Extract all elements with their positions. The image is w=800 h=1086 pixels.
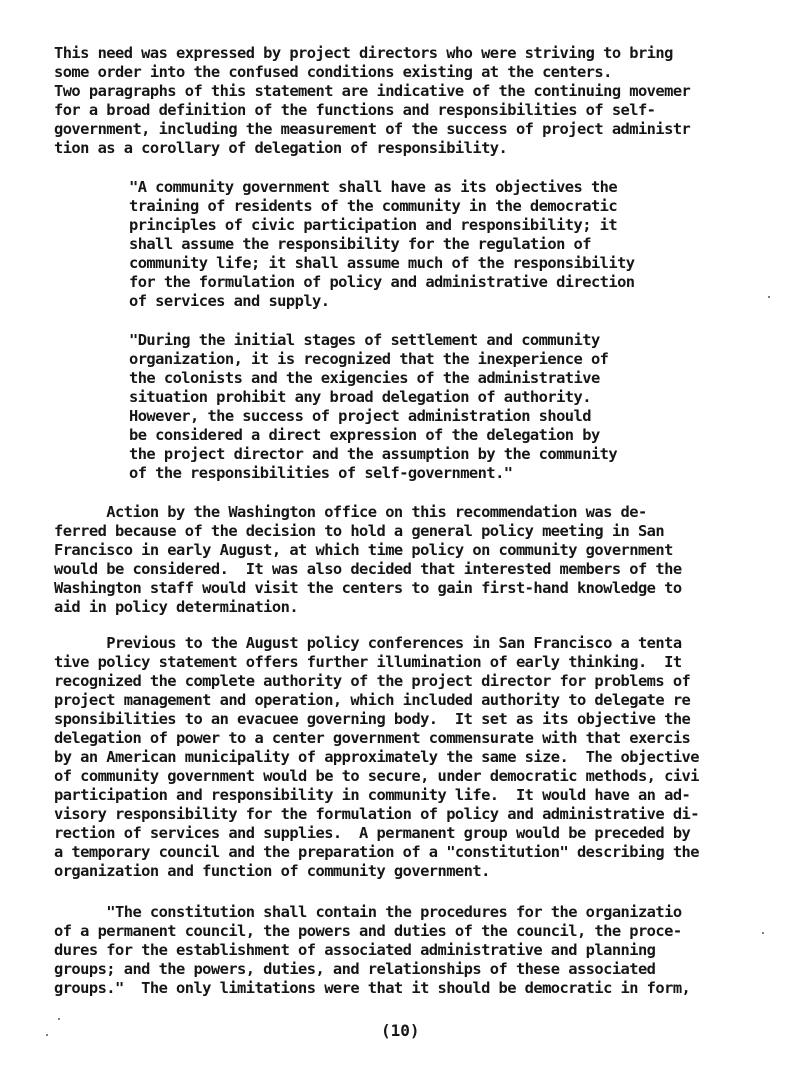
scan-speck (46, 1034, 48, 1036)
text-line: Previous to the August policy conferences in San Francisco a tenta (54, 634, 682, 652)
text-line: organization and function of community government. (54, 862, 490, 880)
text-line: tion as a corollary of delegation of responsibility. (54, 139, 508, 157)
text-line: the colonists and the exigencies of the administrative (129, 369, 600, 387)
scan-speck (58, 1018, 60, 1020)
text-line: "During the initial stages of settlement and community (129, 331, 600, 349)
text-line: organization, it is recognized that the inexperience of (129, 350, 609, 368)
text-line: ferred because of the decision to hold a general policy meeting in San (54, 522, 665, 540)
text-line: by an American municipality of approximately the same size. The objective (54, 748, 699, 766)
text-line: This need was expressed by project directors who were striving to bring (54, 44, 673, 62)
text-line: Francisco in early August, at which time policy on community government (54, 541, 673, 559)
scan-speck (762, 932, 764, 934)
text-line: of services and supply. (129, 292, 330, 310)
page-number: (10) (381, 1021, 420, 1040)
text-line: groups; and the powers, duties, and relationships of these associated (54, 960, 656, 978)
text-line: dures for the establishment of associated administrative and planning (54, 941, 656, 959)
text-line: rection of services and supplies. A permanent group would be preceded by (54, 824, 691, 842)
text-line: tive policy statement offers further illumination of early thinking. It (54, 653, 682, 671)
text-line: Two paragraphs of this statement are indicative of the continuing movemer (54, 82, 691, 100)
text-line: project management and operation, which included authority to delegate re (54, 691, 691, 709)
text-line: participation and responsibility in community life. It would have an ad- (54, 786, 691, 804)
text-line: "The constitution shall contain the procedures for the organizatio (54, 903, 682, 921)
text-line: be considered a direct expression of the delegation by (129, 426, 600, 444)
text-line: sponsibilities to an evacuee governing body. It set as its objective the (54, 710, 691, 728)
text-line: Washington staff would visit the centers to gain first-hand knowledge to (54, 579, 682, 597)
text-line: recognized the complete authority of the project director for problems of (54, 672, 691, 690)
text-line: shall assume the responsibility for the regulation of (129, 235, 591, 253)
text-line: for a broad definition of the functions and responsibilities of self- (54, 101, 656, 119)
text-line: principles of civic participation and responsibility; it (129, 216, 618, 234)
text-line: aid in policy determination. (54, 598, 299, 616)
text-line: However, the success of project administration should (129, 407, 591, 425)
text-line: for the formulation of policy and administrative direction (129, 273, 635, 291)
text-line: of a permanent council, the powers and duties of the council, the proce- (54, 922, 682, 940)
text-line: Action by the Washington office on this recommendation was de- (54, 503, 647, 521)
scan-speck (768, 296, 770, 298)
text-line: community life; it shall assume much of the responsibility (129, 254, 635, 272)
text-line: situation prohibit any broad delegation of authority. (129, 388, 591, 406)
text-line: a temporary council and the preparation of a "constitution" describing the (54, 843, 699, 861)
text-line: would be considered. It was also decided that interested members of the (54, 560, 682, 578)
text-line: of community government would be to secure, under democratic methods, civi (54, 767, 699, 785)
text-line: "A community government shall have as its objectives the (129, 178, 618, 196)
text-line: of the responsibilities of self-government." (129, 464, 513, 482)
text-line: the project director and the assumption by the community (129, 445, 618, 463)
text-line: some order into the confused conditions existing at the centers. (54, 63, 612, 81)
text-line: training of residents of the community in the democratic (129, 197, 618, 215)
text-line: visory responsibility for the formulation of policy and administrative di- (54, 805, 699, 823)
text-line: delegation of power to a center government commensurate with that exercis (54, 729, 691, 747)
text-line: groups." The only limitations were that it should be democratic in form, (54, 979, 691, 997)
text-line: government, including the measurement of the success of project administr (54, 120, 691, 138)
